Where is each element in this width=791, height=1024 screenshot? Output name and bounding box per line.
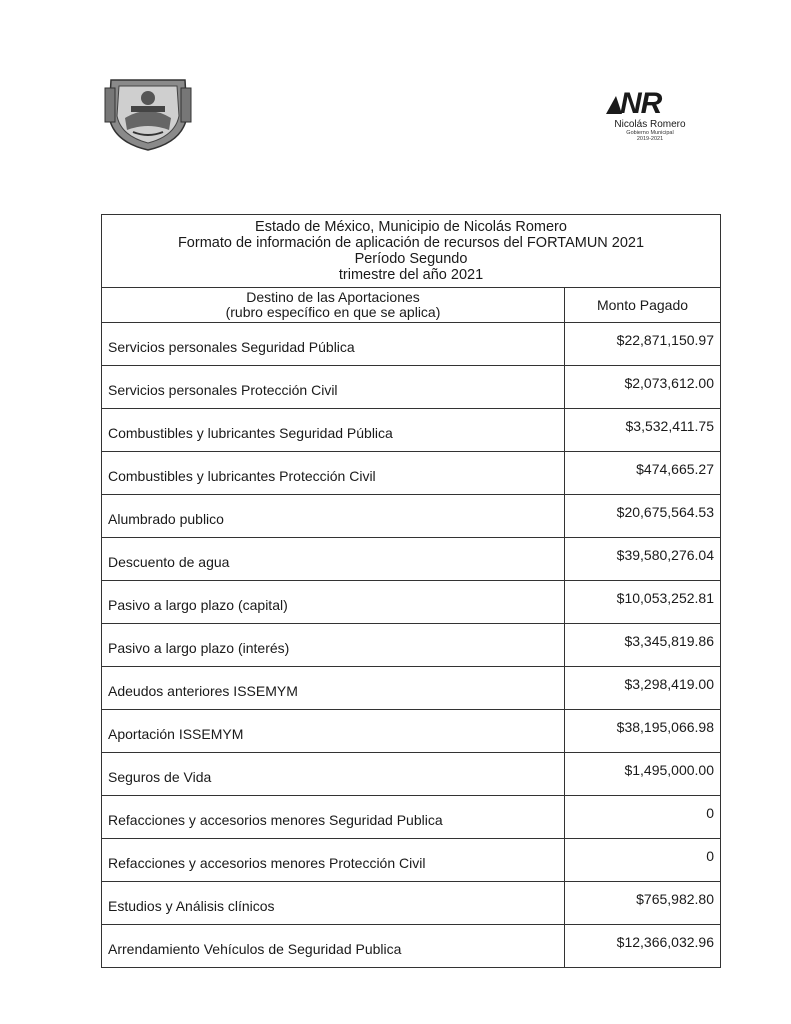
table-row — [102, 624, 721, 667]
header-line-quarter: trimestre del año 2021 — [338, 267, 484, 283]
column-header-amount: Monto Pagado — [565, 288, 721, 323]
table-row — [102, 839, 721, 882]
header-line-format: Formato de información de aplicación de recursos del FORTAMUN 2021 — [177, 235, 645, 251]
table-row — [102, 538, 721, 581]
row-amount: $20,675,564.53 — [565, 495, 721, 538]
table-body — [102, 323, 721, 968]
state-seal-logo — [103, 76, 193, 152]
row-concept: Arrendamiento Vehículos de Seguridad Publica — [102, 925, 565, 968]
logo-years: 2019-2021 — [636, 136, 664, 142]
row-amount: 0 — [565, 796, 721, 839]
row-concept: Combustibles y lubricantes Seguridad Pública — [102, 409, 565, 452]
row-amount: $12,366,032.96 — [565, 925, 721, 968]
row-amount: $10,053,252.81 — [565, 581, 721, 624]
row-concept: Seguros de Vida — [102, 753, 565, 796]
row-concept: Descuento de agua — [102, 538, 565, 581]
row-concept: Refacciones y accesorios menores Seguridad Publica — [102, 796, 565, 839]
row-amount: $39,580,276.04 — [565, 538, 721, 581]
row-amount: $38,195,066.98 — [565, 710, 721, 753]
table-row — [102, 667, 721, 710]
row-amount: $3,532,411.75 — [565, 409, 721, 452]
logo-subtitle: Gobierno Municipal — [626, 130, 674, 136]
logo-name: Nicolás Romero — [614, 119, 686, 130]
table-row — [102, 710, 721, 753]
row-concept: Servicios personales Protección Civil — [102, 366, 565, 409]
header-line-period: Período Segundo — [354, 251, 468, 267]
table-row — [102, 409, 721, 452]
row-concept: Alumbrado publico — [102, 495, 565, 538]
table-row — [102, 323, 721, 366]
row-concept: Refacciones y accesorios menores Protección Civil — [102, 839, 565, 882]
row-concept: Pasivo a largo plazo (capital) — [102, 581, 565, 624]
table-row — [102, 882, 721, 925]
row-concept: Estudios y Análisis clínicos — [102, 882, 565, 925]
row-concept: Pasivo a largo plazo (interés) — [102, 624, 565, 667]
fortamun-table — [101, 214, 721, 968]
municipal-logo — [604, 88, 696, 150]
table-row — [102, 753, 721, 796]
column-header-concept — [102, 288, 565, 323]
row-amount: $2,073,612.00 — [565, 366, 721, 409]
column-header-concept-line1: Destino de las Aportaciones — [246, 289, 420, 305]
row-concept: Adeudos anteriores ISSEMYM — [102, 667, 565, 710]
row-amount: 0 — [565, 839, 721, 882]
header-line-state: Estado de México, Municipio de Nicolás Romero — [255, 219, 567, 235]
row-concept: Servicios personales Seguridad Pública — [102, 323, 565, 366]
logo-mark: NR — [620, 87, 662, 120]
table-row — [102, 796, 721, 839]
table-row — [102, 925, 721, 968]
row-concept: Aportación ISSEMYM — [102, 710, 565, 753]
row-amount: $3,345,819.86 — [565, 624, 721, 667]
report-header — [102, 215, 721, 288]
table-row — [102, 581, 721, 624]
row-amount: $22,871,150.97 — [565, 323, 721, 366]
table-row — [102, 452, 721, 495]
row-amount: $3,298,419.00 — [565, 667, 721, 710]
row-amount: $1,495,000.00 — [565, 753, 721, 796]
row-concept: Combustibles y lubricantes Protección Civil — [102, 452, 565, 495]
table-row — [102, 366, 721, 409]
column-header-concept-line2: (rubro específico en que se aplica) — [225, 304, 441, 320]
row-amount: $474,665.27 — [565, 452, 721, 495]
table-row — [102, 495, 721, 538]
row-amount: $765,982.80 — [565, 882, 721, 925]
